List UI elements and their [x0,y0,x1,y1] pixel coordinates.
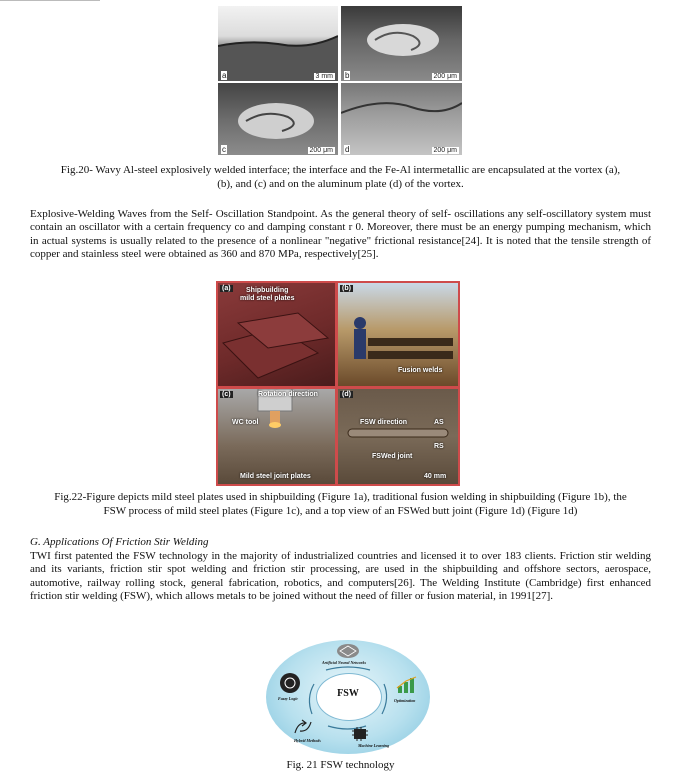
node-label: Hybrid Methods [294,738,321,743]
top-rule [0,0,100,1]
micrograph-d [341,83,462,155]
node-label: Optimization [394,698,416,703]
scale-bar-label: 200 μm [433,73,457,80]
photo-label: Rotation direction [258,391,318,398]
fuzzy-logic-head-icon [278,672,302,694]
micrograph-b [341,6,462,81]
figure-22-caption [30,490,651,518]
paragraph-explosive-welding: Explosive-Welding Waves from the Self- Oscillation Standpoint. As the general theory of self- oscillations any self-oscillatory system must contain an oscillator with a certain frequency co and damping constant r 0. Moreover, there must be an energy pumping mechanism, which in actual systems is usually related to the presence of a nonlinear "negative" frictional resistance[24]. It is noted that the tensile strength of copper and stainless steel were obtained as 360 and 870 MPa, respectively[25]. [30,208,651,261]
photo-label: Shipbuilding [246,287,289,294]
panel-tag: (a) [222,285,231,292]
photo-label: FSW direction [360,419,408,426]
photo-label: AS [434,419,444,426]
fsw-tool-icon [218,389,335,484]
node-label: Machine Learning [358,743,390,748]
optimization-chart-icon [396,676,418,694]
chip-icon [351,726,369,742]
photo-label: RS [434,443,444,450]
weld-seam-icon [338,389,458,484]
diagram-center-label: FSW [337,688,359,699]
vortex-icon [218,83,338,155]
micrograph-a [218,6,338,81]
panel-letter: c [222,145,226,154]
scale-bar-label: 200 μm [309,147,333,154]
photo-b [338,283,458,386]
panel-letter: b [345,71,350,80]
photo-a [218,283,335,386]
vortex-icon [341,6,462,81]
photo-label: WC tool [232,419,259,426]
wave-interface-icon [218,6,338,81]
brain-network-icon [336,643,360,659]
panel-tag: (d) [342,391,351,398]
paragraph-applications: TWI first patented the FSW technology in the majority of industrialized countries and licensed it to over 183 clients. Friction stir welding and its variants, friction stir spot welding and friction stir processing, are used in the shipbuilding and offshore sectors, aerospace, automotive, railway rolling stock, general fabrication, robotics, and computers[26]. The Welding Institute (Cambridge) first enhanced friction stir welding (FSW), which allows metals to be joined without the need of filler or fusion material, in 1991[27]. [30,550,651,603]
figure-21-caption: Fig. 21 FSW technology [286,759,395,771]
photo-label: Mild steel joint plates [240,473,311,480]
scale-bar-label: 40 mm [424,473,447,480]
figure-21-fsw-diagram [266,640,430,754]
figure-20-caption [30,163,651,191]
figure-22-photos [216,281,460,486]
photo-label: Fusion welds [398,367,443,374]
caption-line: (b), and (c) and on the aluminum plate (d) of the vortex. [217,178,464,190]
panel-letter: a [222,71,227,80]
figure-20-micrographs [218,6,462,155]
scale-bar-label: 3 mm [315,73,333,80]
caption-line: Fig.20- Wavy Al-steel explosively welded interface; the interface and the Fe-Al intermetallic are encapsulated at the vortex (a), [60,164,621,176]
node-label: Fuzzy Logic [278,696,299,701]
panel-tag: (c) [222,391,231,398]
hybrid-arrows-icon [292,718,314,736]
section-heading: G. Applications Of Friction Stir Welding [30,536,209,548]
caption-line: FSW process of mild steel plates (Figure 1c), and a top view of an FSWed butt joint (Figure 1d) (Figure 1d) [103,505,578,517]
node-label: Artificial Neural Networks [322,660,367,665]
caption-line: Fig.22-Figure depicts mild steel plates used in shipbuilding (Figure 1a), traditional fusion welding in shipbuilding (Figure 1b), the [54,491,627,503]
photo-d [338,389,458,484]
wave-interface-icon [341,83,462,155]
scale-bar-label: 200 μm [433,147,457,154]
photo-c [218,389,335,484]
micrograph-c [218,83,338,155]
photo-label: mild steel plates [240,295,295,302]
panel-tag: (b) [342,285,351,292]
photo-label: FSWed joint [372,453,413,460]
panel-letter: d [345,145,350,154]
